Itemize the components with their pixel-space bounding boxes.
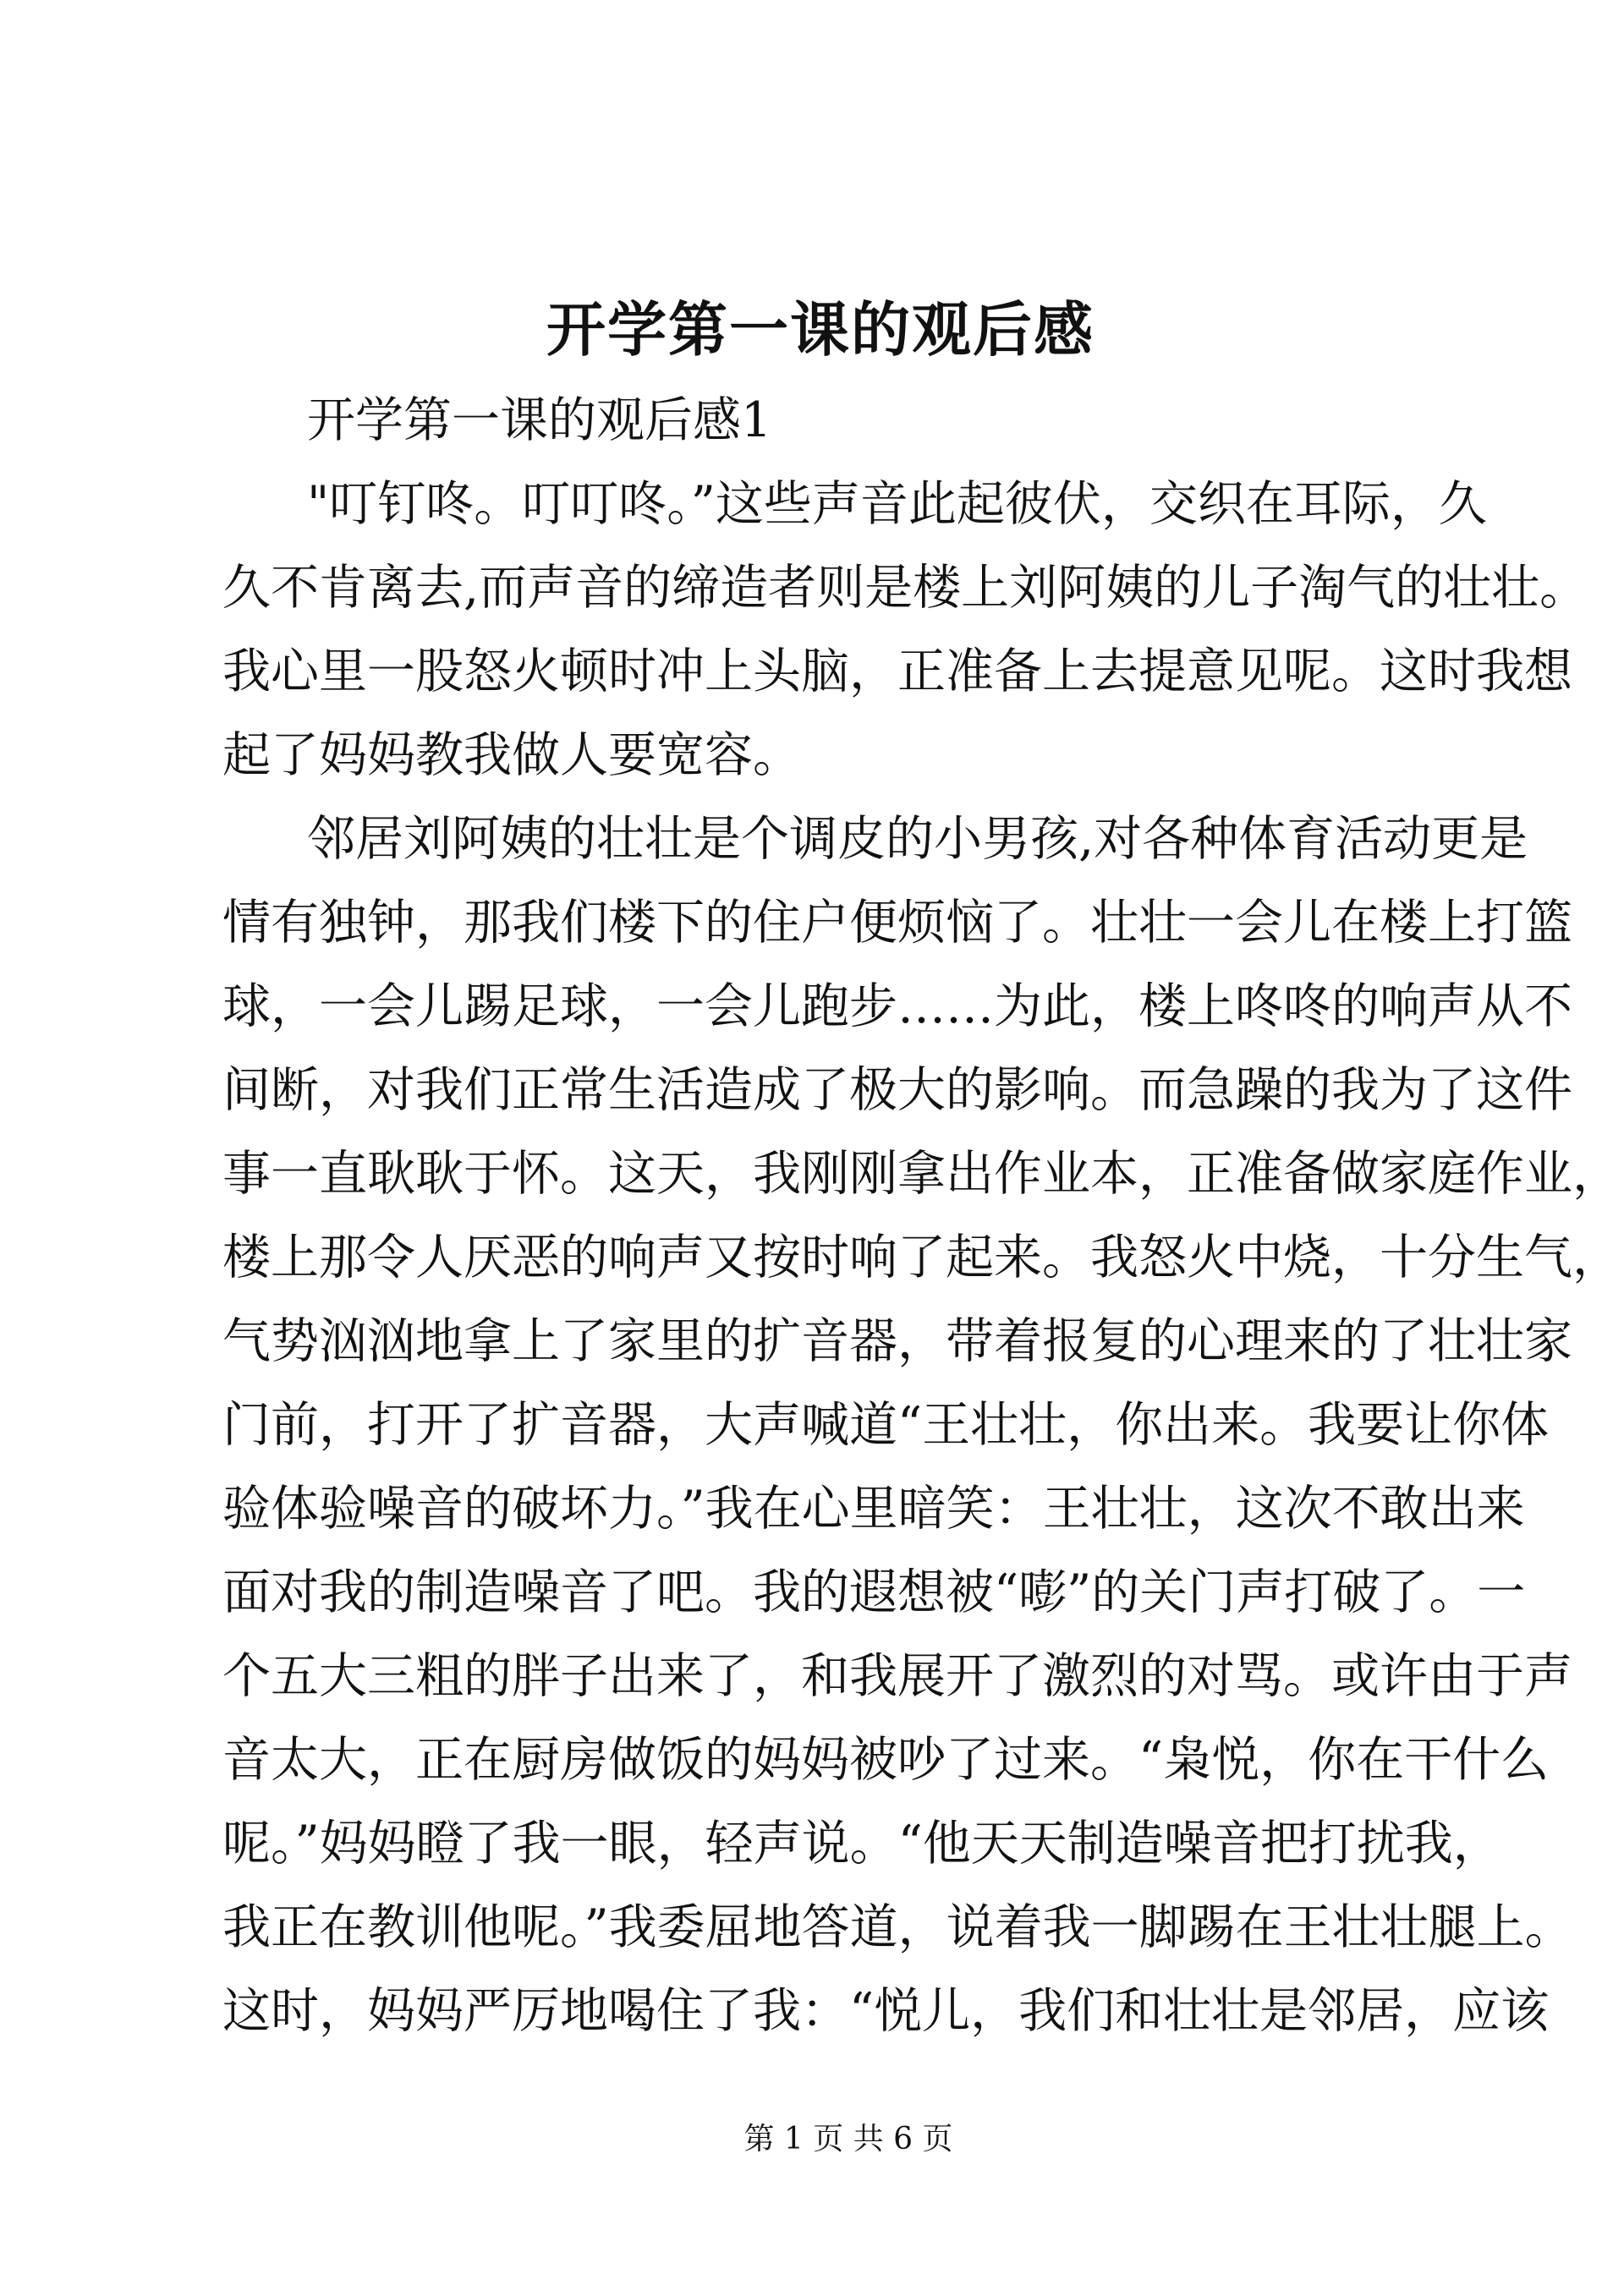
text-line: 间断，对我们正常生活造成了极大的影响。而急躁的我为了这件	[222, 1062, 1572, 1118]
text-line: 验体验噪音的破坏力。”我在心里暗笑：王壮壮，这次不敢出来	[222, 1481, 1525, 1537]
text-line: 情有独钟，那我们楼下的住户便烦恼了。壮壮一会儿在楼上打篮	[222, 895, 1572, 951]
text-line: 球，一会儿踢足球，一会儿跑步……为此，楼上咚咚的响声从不	[222, 978, 1572, 1034]
paragraph-2	[222, 797, 1621, 2053]
text-line: 音太大，正在厨房做饭的妈妈被吵了过来。“枭悦，你在干什么	[222, 1732, 1550, 1788]
page-number-footer: 第 1 页 共 6 页	[743, 2122, 953, 2156]
text-line: 久不肯离去,而声音的缔造者则是楼上刘阿姨的儿子淘气的壮壮。	[222, 560, 1588, 616]
text-line: 气势汹汹地拿上了家里的扩音器，带着报复的心理来的了壮壮家	[222, 1313, 1572, 1369]
text-line: 这时，妈妈严厉地喝住了我：“悦儿，我们和壮壮是邻居，应该	[222, 1983, 1550, 2039]
text-line: 起了妈妈教我做人要宽容。	[222, 727, 801, 783]
paragraph-1	[222, 463, 1588, 797]
text-line: 个五大三粗的胖子出来了，和我展开了激烈的对骂。或许由于声	[222, 1648, 1572, 1704]
document-title: 开学第一课的观后感	[546, 294, 1095, 364]
text-line: 楼上那令人厌恶的响声又按时响了起来。我怒火中烧，十分生气，	[222, 1230, 1621, 1285]
text-line: 面对我的制造噪音了吧。我的遐想被“嘭”的关门声打破了。一	[222, 1564, 1526, 1620]
text-line: 呢。”妈妈瞪了我一眼，轻声说。“他天天制造噪音把打扰我，	[222, 1816, 1501, 1871]
section-heading: 开学第一课的观后感1	[307, 392, 772, 448]
text-line: 我心里一股怒火顿时冲上头脑，正准备上去提意见呢。这时我想	[222, 644, 1572, 699]
text-line: 邻居刘阿姨的壮壮是个调皮的小男孩,对各种体育活动更是	[307, 811, 1528, 867]
text-line: 门前，打开了扩音器，大声喊道“王壮壮，你出来。我要让你体	[222, 1397, 1550, 1453]
text-line: "叮钉咚。叮叮咚。”这些声音此起彼伏，交织在耳际，久	[307, 476, 1487, 532]
document-body	[222, 379, 1621, 2053]
text-line: 事一直耿耿于怀。这天，我刚刚拿出作业本，正准备做家庭作业，	[222, 1146, 1621, 1202]
text-line: 我正在教训他呢。”我委屈地答道，说着我一脚踢在王壮壮腿上。	[222, 1899, 1573, 1955]
